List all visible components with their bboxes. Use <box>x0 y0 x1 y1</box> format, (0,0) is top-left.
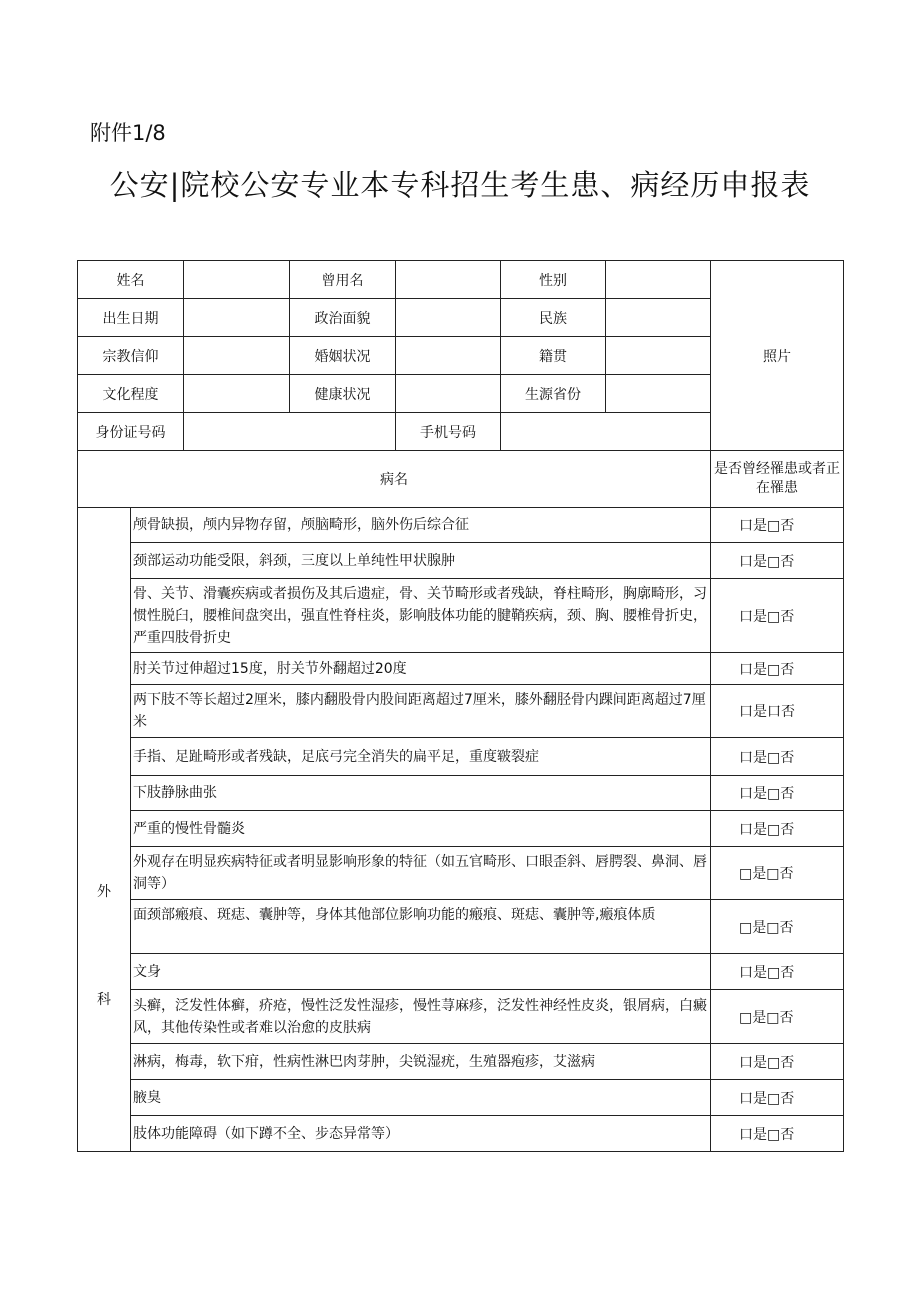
disease-row-5: 两下肢不等长超过2厘米，膝内翻股骨内股间距离超过7厘米，膝外翻胫骨内踝间距离超过7厘米 <box>131 685 711 738</box>
marital-status-label: 婚姻状况 <box>290 337 396 375</box>
education-field[interactable] <box>184 375 290 413</box>
yes-no-checkbox-6[interactable]: 口是□否 <box>711 738 844 776</box>
disease-row-12: 头癣，泛发性体癣，疥疮，慢性泛发性湿疹，慢性荨麻疹，泛发性神经性皮炎，银屑病，白癜风，其他传染性或者难以治愈的皮肤病 <box>131 990 711 1044</box>
disease-row-13: 淋病，梅毒，软下疳，性病性淋巴肉芽肿，尖锐湿疣，生殖器疱疹，艾滋病 <box>131 1044 711 1080</box>
religion-label: 宗教信仰 <box>78 337 184 375</box>
yes-no-checkbox-13[interactable]: 口是□否 <box>711 1044 844 1080</box>
political-status-field[interactable] <box>396 299 501 337</box>
surgery-department-cell <box>78 508 131 1152</box>
native-place-field[interactable] <box>606 337 711 375</box>
department-char-1: 外 <box>97 883 111 900</box>
ethnicity-label: 民族 <box>501 299 606 337</box>
gender-label: 性别 <box>501 261 606 299</box>
id-number-label: 身份证号码 <box>78 413 184 451</box>
gender-field[interactable] <box>606 261 711 299</box>
yes-no-checkbox-15[interactable]: 口是□否 <box>711 1116 844 1152</box>
yes-no-checkbox-3[interactable]: 口是□否 <box>711 579 844 653</box>
province-label: 生源省份 <box>501 375 606 413</box>
yes-no-checkbox-7[interactable]: 口是□否 <box>711 776 844 811</box>
attachment-label: 附件1/8 <box>90 121 166 145</box>
name-field[interactable] <box>184 261 290 299</box>
yes-no-checkbox-4[interactable]: 口是□否 <box>711 653 844 685</box>
yes-no-checkbox-1[interactable]: 口是□否 <box>711 508 844 543</box>
disease-row-3: 骨、关节、滑囊疾病或者损伤及其后遗症，骨、关节畸形或者残缺，脊柱畸形，胸廓畸形，习惯性脱臼，腰椎间盘突出，强直性脊柱炎，影响肢体功能的腱鞘疾病，颈、胸、腰椎骨折史，严重四肢骨折史 <box>131 579 711 653</box>
disease-row-6: 手指、足趾畸形或者残缺，足底弓完全消失的扁平足，重度皲裂症 <box>131 738 711 776</box>
former-name-label: 曾用名 <box>290 261 396 299</box>
yes-no-checkbox-5[interactable]: 口是口否 <box>711 685 844 738</box>
disease-row-2: 颈部运动功能受限，斜颈，三度以上单纯性甲状腺肿 <box>131 543 711 579</box>
disease-row-4: 肘关节过伸超过15度，肘关节外翻超过20度 <box>131 653 711 685</box>
yes-no-checkbox-12[interactable]: □是□否 <box>711 990 844 1044</box>
birth-date-field[interactable] <box>184 299 290 337</box>
yes-no-checkbox-14[interactable]: 口是□否 <box>711 1080 844 1116</box>
former-name-field[interactable] <box>396 261 501 299</box>
phone-label: 手机号码 <box>396 413 501 451</box>
phone-field[interactable] <box>501 413 711 451</box>
page-title: 公安|院校公安专业本专科招生考生患、病经历申报表 <box>109 168 811 202</box>
disease-row-8: 严重的慢性骨髓炎 <box>131 811 711 847</box>
yes-no-checkbox-2[interactable]: 口是□否 <box>711 543 844 579</box>
department-char-2: 科 <box>97 991 111 1008</box>
disease-status-header: 是否曾经罹患或者正在罹患 <box>711 451 844 508</box>
yes-no-checkbox-9[interactable]: □是□否 <box>711 847 844 900</box>
disease-row-15: 肢体功能障碍（如下蹲不全、步态异常等） <box>131 1116 711 1152</box>
photo-label: 照片 <box>763 348 791 365</box>
native-place-label: 籍贯 <box>501 337 606 375</box>
ethnicity-field[interactable] <box>606 299 711 337</box>
name-label: 姓名 <box>78 261 184 299</box>
application-form-table <box>77 260 844 1152</box>
religion-field[interactable] <box>184 337 290 375</box>
disease-row-7: 下肢静脉曲张 <box>131 776 711 811</box>
disease-row-10: 面颈部瘢痕、斑痣、囊肿等，身体其他部位影响功能的瘢痕、斑痣、囊肿等,瘢痕体质 <box>131 900 711 954</box>
health-status-label: 健康状况 <box>290 375 396 413</box>
disease-name-header: 病名 <box>78 451 711 508</box>
education-label: 文化程度 <box>78 375 184 413</box>
yes-no-checkbox-11[interactable]: 口是□否 <box>711 954 844 990</box>
disease-row-1: 颅骨缺损，颅内异物存留，颅脑畸形，脑外伤后综合征 <box>131 508 711 543</box>
birth-date-label: 出生日期 <box>78 299 184 337</box>
yes-no-checkbox-10[interactable]: □是□否 <box>711 900 844 954</box>
id-number-field[interactable] <box>184 413 396 451</box>
disease-row-11: 文身 <box>131 954 711 990</box>
photo-box[interactable] <box>711 261 844 451</box>
disease-row-14: 腋臭 <box>131 1080 711 1116</box>
province-field[interactable] <box>606 375 711 413</box>
health-status-field[interactable] <box>396 375 501 413</box>
political-status-label: 政治面貌 <box>290 299 396 337</box>
yes-no-checkbox-8[interactable]: 口是□否 <box>711 811 844 847</box>
marital-status-field[interactable] <box>396 337 501 375</box>
disease-row-9: 外观存在明显疾病特征或者明显影响形象的特征（如五官畸形、口眼歪斜、唇腭裂、鼻洞、唇洞等） <box>131 847 711 900</box>
